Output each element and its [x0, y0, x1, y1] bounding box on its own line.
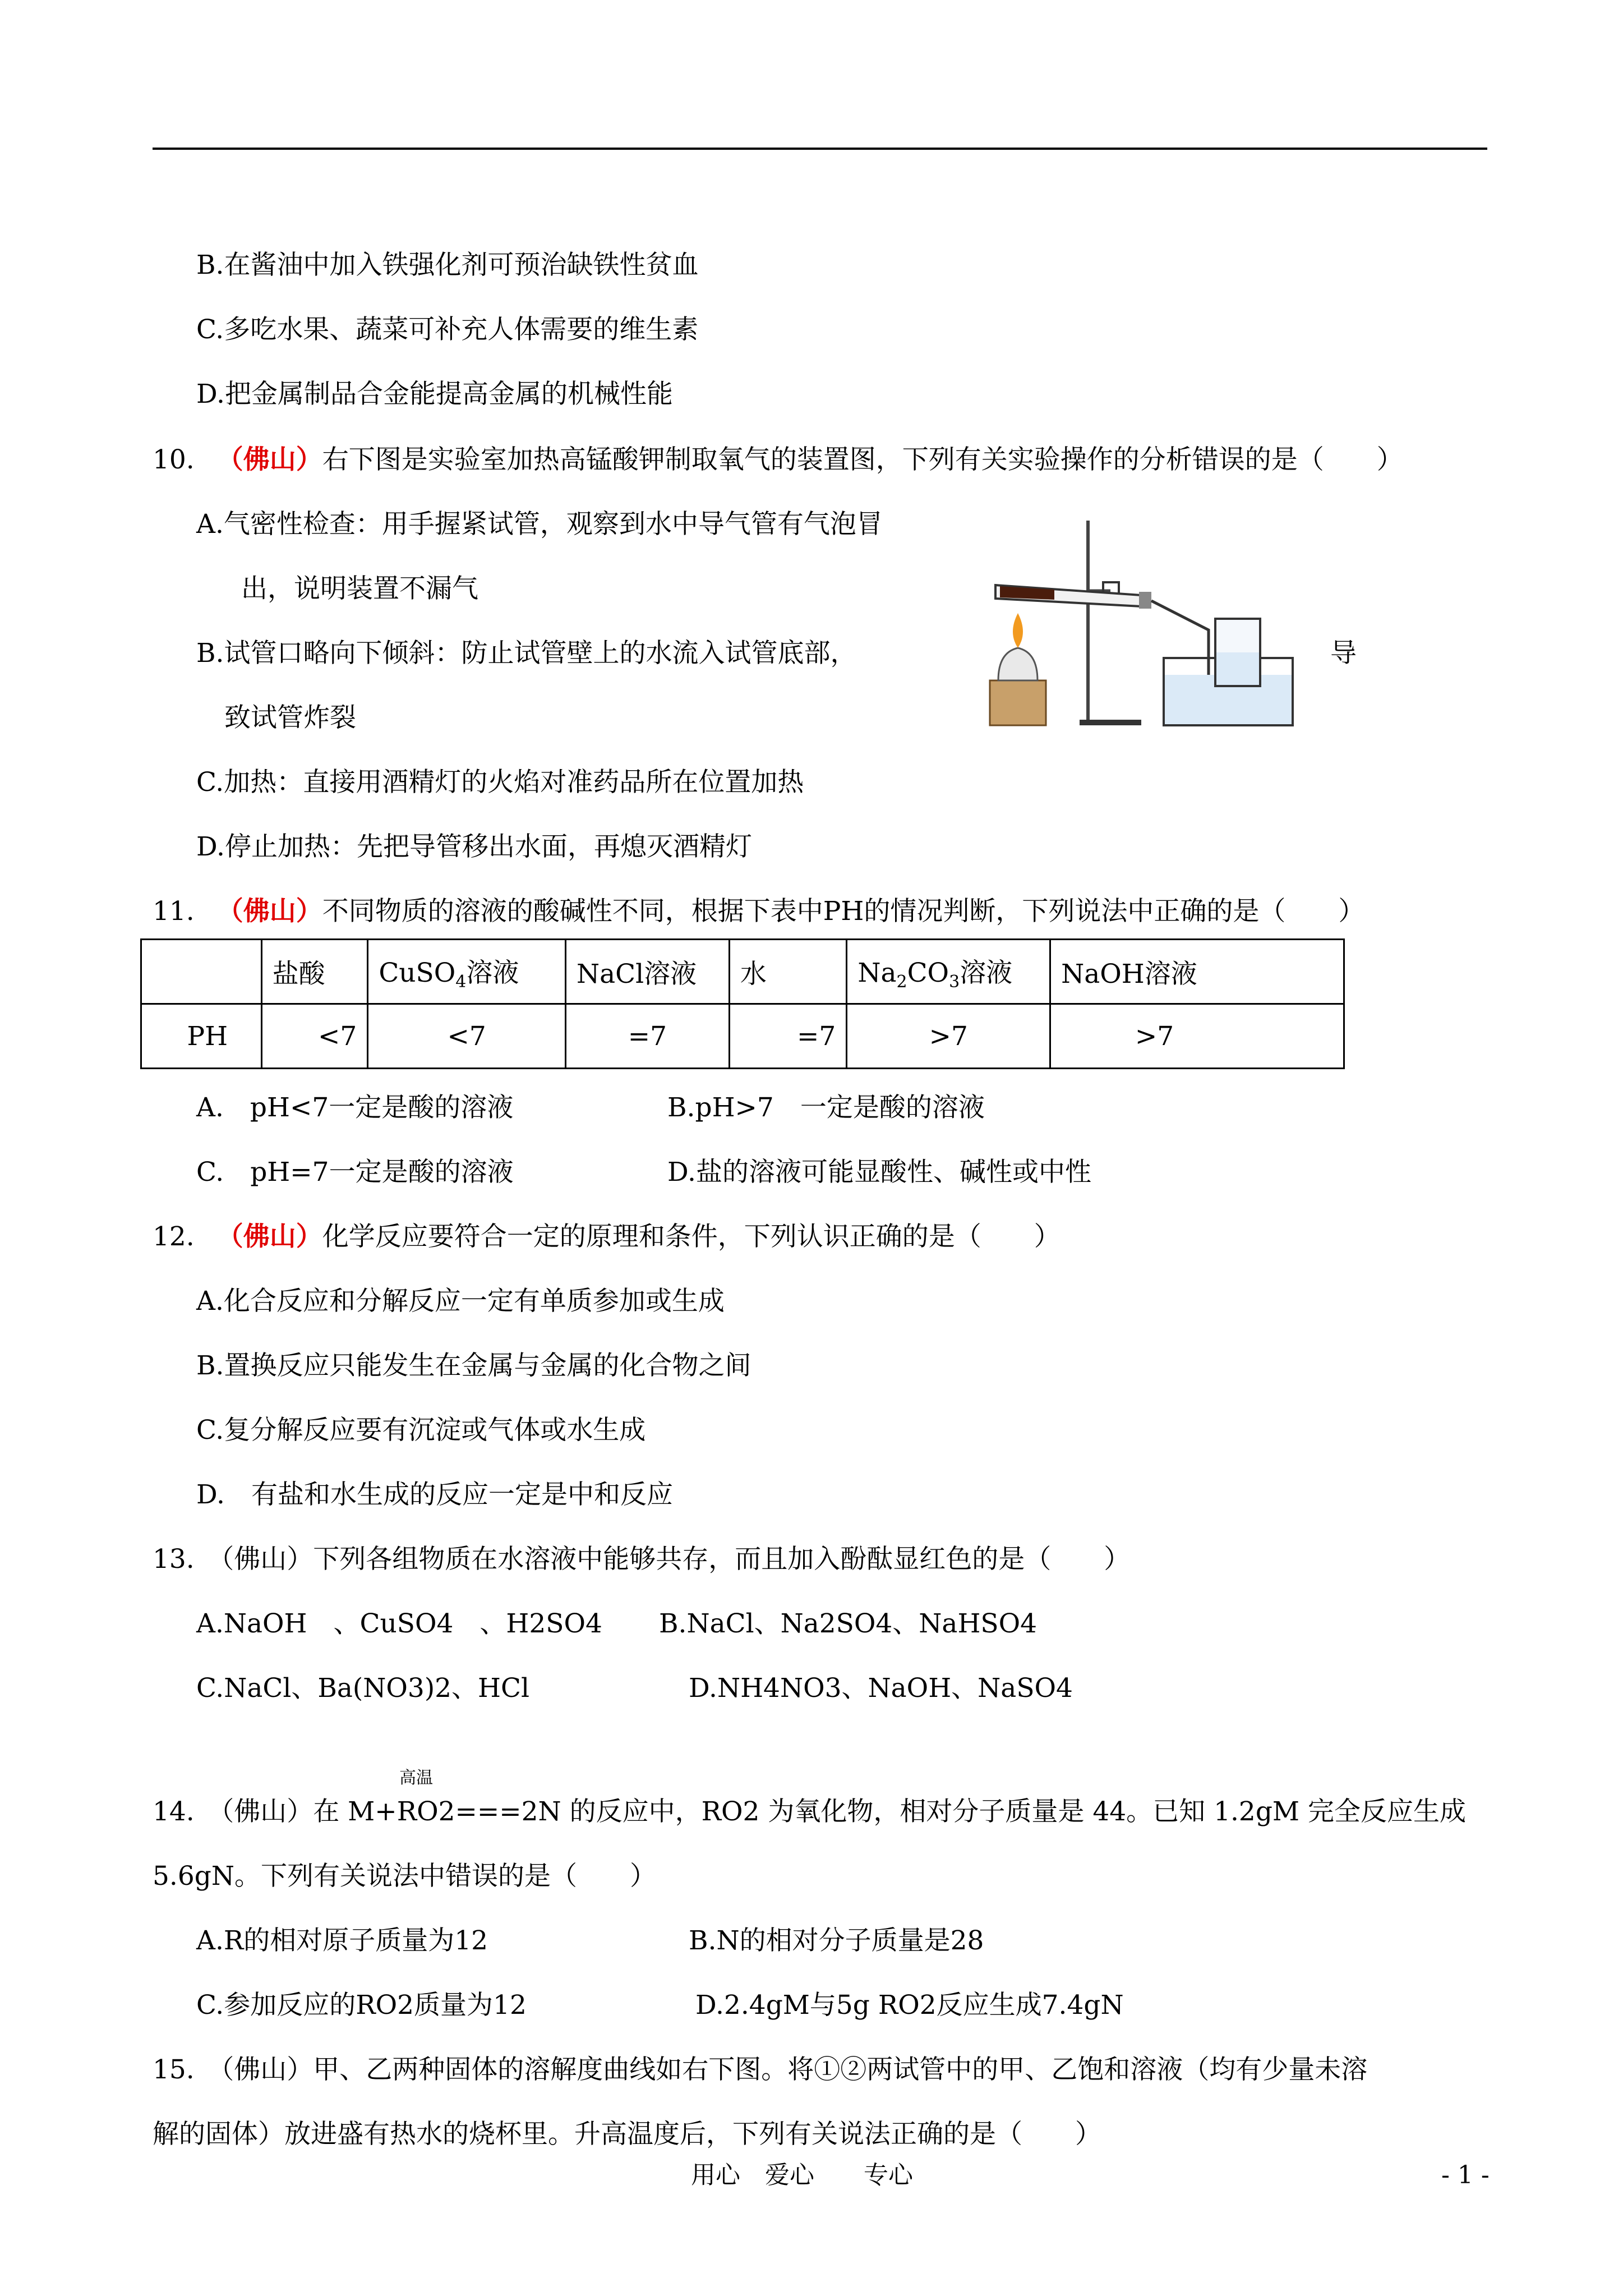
ph-table-header-water: 水 — [729, 940, 847, 1004]
q9-option-c: C.多吃水果、蔬菜可补充人体需要的维生素 — [196, 314, 699, 345]
bottle-water — [1216, 652, 1259, 685]
ph-table-row-label: PH — [141, 1004, 262, 1069]
q10-option-a-line1: A.气密性检查：用手握紧试管，观察到水中导气管有气泡冒 — [196, 509, 883, 540]
q14-stem-line2: 5.6gN。下列有关说法中错误的是（ ） — [153, 1861, 656, 1892]
q11-option-c: C. pH=7一定是酸的溶液 — [196, 1157, 514, 1188]
q11-source: （佛山） — [216, 896, 322, 927]
ph-table-header-nacl: NaCl溶液 — [566, 940, 730, 1004]
q12-option-c: C.复分解反应要有沉淀或气体或水生成 — [196, 1415, 646, 1446]
q15-stem-line1: 15. （佛山）甲、乙两种固体的溶解度曲线如右下图。将①②两试管中的甲、乙饱和溶液（均有少量未溶 — [153, 2054, 1368, 2085]
q11-number: 11. — [153, 896, 195, 927]
q10-text: 右下图是实验室加热高锰酸钾制取氧气的装置图，下列有关实验操作的分析错误的是（ ） — [322, 444, 1403, 475]
q10-option-b-tail: 导 — [1330, 638, 1357, 669]
footer-motto: 用心 爱心 专心 — [691, 2161, 913, 2189]
wooden-block — [990, 680, 1046, 725]
q14-option-c: C.参加反应的RO2质量为12 — [196, 1990, 527, 2021]
ph-table-value-na2co3: >7 — [847, 1004, 1050, 1069]
q13-option-d: D.NH4NO3、NaOH、NaSO4 — [689, 1673, 1073, 1704]
q11-option-a: A. pH<7一定是酸的溶液 — [196, 1092, 514, 1123]
q10-number: 10. — [153, 444, 195, 475]
q10-option-c: C.加热：直接用酒精灯的火焰对准药品所在位置加热 — [196, 767, 804, 798]
ph-table-value-water: =7 — [729, 1004, 847, 1069]
q10-option-a-line2: 出，说明装置不漏气 — [241, 573, 478, 604]
ph-table-header-cuso4: CuSO$_4$溶液 — [368, 940, 566, 1004]
q13-option-b: B.NaCl、Na2SO4、NaHSO4 — [659, 1608, 1038, 1639]
page-number: - 1 - — [1441, 2161, 1490, 2189]
header-rule — [153, 148, 1487, 150]
q11-text: 不同物质的溶液的酸碱性不同，根据下表中PH的情况判断，下列说法中正确的是（ ） — [322, 896, 1365, 927]
q15-stem-line2: 解的固体）放进盛有热水的烧杯里。升高温度后，下列有关说法正确的是（ ） — [153, 2119, 1101, 2150]
q12-text: 化学反应要符合一定的原理和条件，下列认识正确的是（ ） — [322, 1221, 1061, 1252]
q14-option-d: D.2.4gM与5g RO2反应生成7.4gN — [695, 1990, 1124, 2021]
ph-table-header-hcl: 盐酸 — [261, 940, 368, 1004]
ph-table-header-row — [141, 940, 1344, 1004]
stand-base — [1080, 720, 1141, 725]
q10-source: （佛山） — [216, 444, 322, 475]
q11-stem — [153, 895, 1364, 928]
oxygen-apparatus-figure — [973, 495, 1298, 731]
q12-option-b: B.置换反应只能发生在金属与金属的化合物之间 — [196, 1350, 751, 1381]
q14-option-b: B.N的相对分子质量是28 — [689, 1925, 984, 1956]
ph-table-header-naoh: NaOH溶液 — [1050, 940, 1344, 1004]
q11-option-d: D.盐的溶液可能显酸性、碱性或中性 — [667, 1157, 1091, 1188]
q13-option-c: C.NaCl、Ba(NO3)2、HCl — [196, 1673, 530, 1704]
q9-option-b: B.在酱油中加入铁强化剂可预治缺铁性贫血 — [196, 250, 699, 280]
q14-stem-line1: 14. （佛山）在 M+RO2===2N 的反应中，RO2 为氧化物，相对分子质量是 44。已知 1.2gM 完全反应生成 — [153, 1796, 1466, 1827]
q11-option-b: B.pH>7 一定是酸的溶液 — [667, 1092, 985, 1123]
q13-stem: 13. （佛山）下列各组物质在水溶液中能够共存，而且加入酚酞显红色的是（ ） — [153, 1544, 1131, 1575]
q10-option-b-line1: B.试管口略向下倾斜：防止试管壁上的水流入试管底部， — [196, 638, 857, 669]
q10-option-b-line2: 致试管炸裂 — [224, 702, 356, 733]
q9-option-d: D.把金属制品合金能提高金属的机械性能 — [196, 379, 673, 409]
q10-stem — [153, 443, 1403, 477]
q14-option-a: A.R的相对原子质量为12 — [196, 1925, 488, 1956]
ph-table-value-nacl: =7 — [566, 1004, 730, 1069]
q12-option-a: A.化合反应和分解反应一定有单质参加或生成 — [196, 1286, 725, 1317]
ph-table-value-row — [141, 1004, 1344, 1069]
q13-option-a: A.NaOH 、CuSO4 、H2SO4 — [196, 1608, 602, 1639]
ph-table — [140, 938, 1345, 1069]
ph-table-value-hcl: <7 — [261, 1004, 368, 1069]
q12-source: （佛山） — [216, 1221, 322, 1252]
q12-stem — [153, 1220, 1061, 1254]
q10-option-d: D.停止加热：先把导管移出水面，再熄灭酒精灯 — [196, 831, 752, 862]
ph-table-value-naoh: >7 — [1050, 1004, 1344, 1069]
ph-table-header-blank — [141, 940, 262, 1004]
q12-number: 12. — [153, 1221, 195, 1252]
q12-option-d: D. 有盐和水生成的反应一定是中和反应 — [196, 1479, 673, 1510]
ph-table-value-cuso4: <7 — [368, 1004, 566, 1069]
q14-reaction-condition: 高温 — [399, 1768, 433, 1788]
ph-table-header-na2co3: $Na_2CO_3$溶液 — [847, 940, 1050, 1004]
stopper — [1139, 592, 1151, 609]
